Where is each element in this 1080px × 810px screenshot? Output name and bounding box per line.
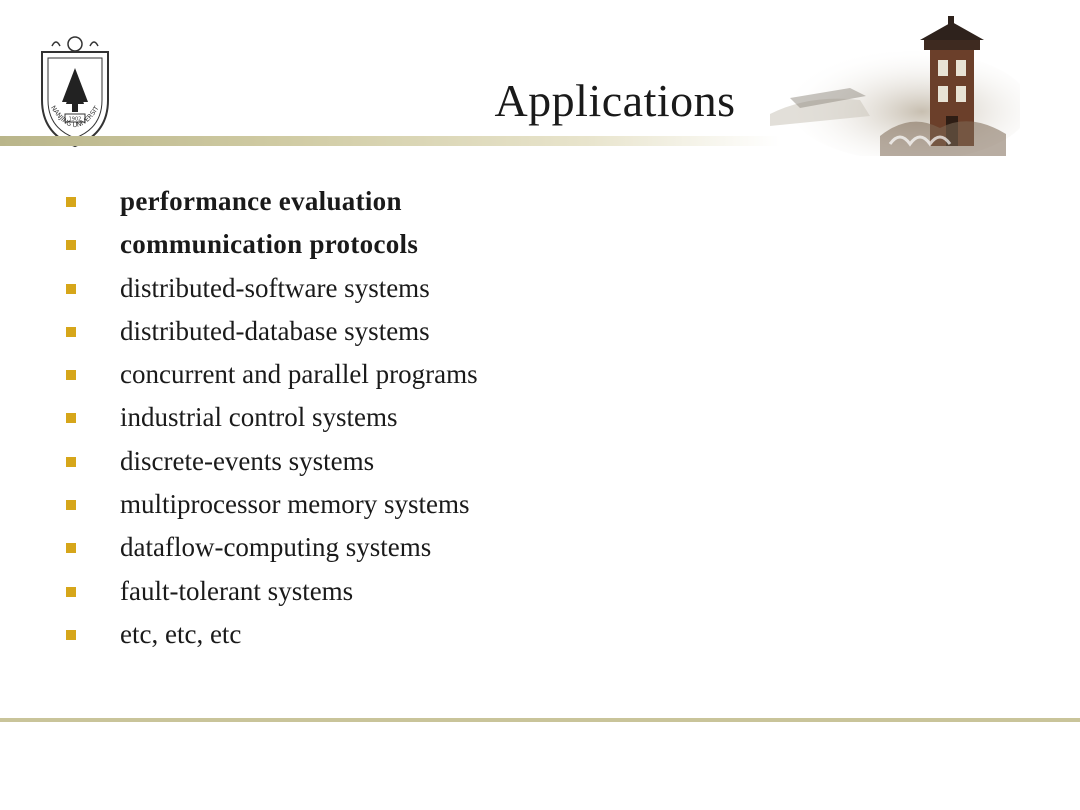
square-bullet-icon <box>66 543 76 553</box>
logo-text: NANJING UNIVERSIT <box>49 104 101 130</box>
square-bullet-icon <box>66 500 76 510</box>
square-bullet-icon <box>66 240 76 250</box>
square-bullet-icon <box>66 327 76 337</box>
square-bullet-icon <box>66 413 76 423</box>
title-divider <box>0 136 780 146</box>
list-item-text: industrial control systems <box>120 402 398 433</box>
list-item <box>66 223 478 266</box>
list-item <box>66 613 478 656</box>
list-item-text: multiprocessor memory systems <box>120 489 470 520</box>
list-item <box>66 526 478 569</box>
square-bullet-icon <box>66 587 76 597</box>
logo-year: 1902 <box>68 116 82 123</box>
square-bullet-icon <box>66 370 76 380</box>
list-item <box>66 310 478 353</box>
campus-tower-image <box>770 16 1020 156</box>
list-item-text: fault-tolerant systems <box>120 575 354 606</box>
footer-divider <box>0 718 1080 722</box>
list-item <box>66 483 478 526</box>
bullet-list <box>66 180 478 656</box>
square-bullet-icon <box>66 457 76 467</box>
square-bullet-icon <box>66 284 76 294</box>
list-item <box>66 353 478 396</box>
list-item <box>66 396 478 439</box>
slide-title: Applications <box>494 75 736 126</box>
list-item <box>66 267 478 310</box>
square-bullet-icon <box>66 197 76 207</box>
list-item-text: discrete-events systems <box>120 445 375 476</box>
list-item-text: etc, etc, etc <box>120 618 242 649</box>
list-item-text: distributed-database systems <box>120 315 430 346</box>
list-item <box>66 180 478 223</box>
list-item-text: communication protocols <box>120 229 419 260</box>
list-item <box>66 570 478 613</box>
list-item-text: distributed-software systems <box>120 272 430 303</box>
list-item <box>66 440 478 483</box>
list-item-text: performance evaluation <box>120 186 402 216</box>
list-item-text: dataflow-computing systems <box>120 532 432 563</box>
list-item-text: concurrent and parallel programs <box>120 359 478 390</box>
square-bullet-icon <box>66 630 76 640</box>
